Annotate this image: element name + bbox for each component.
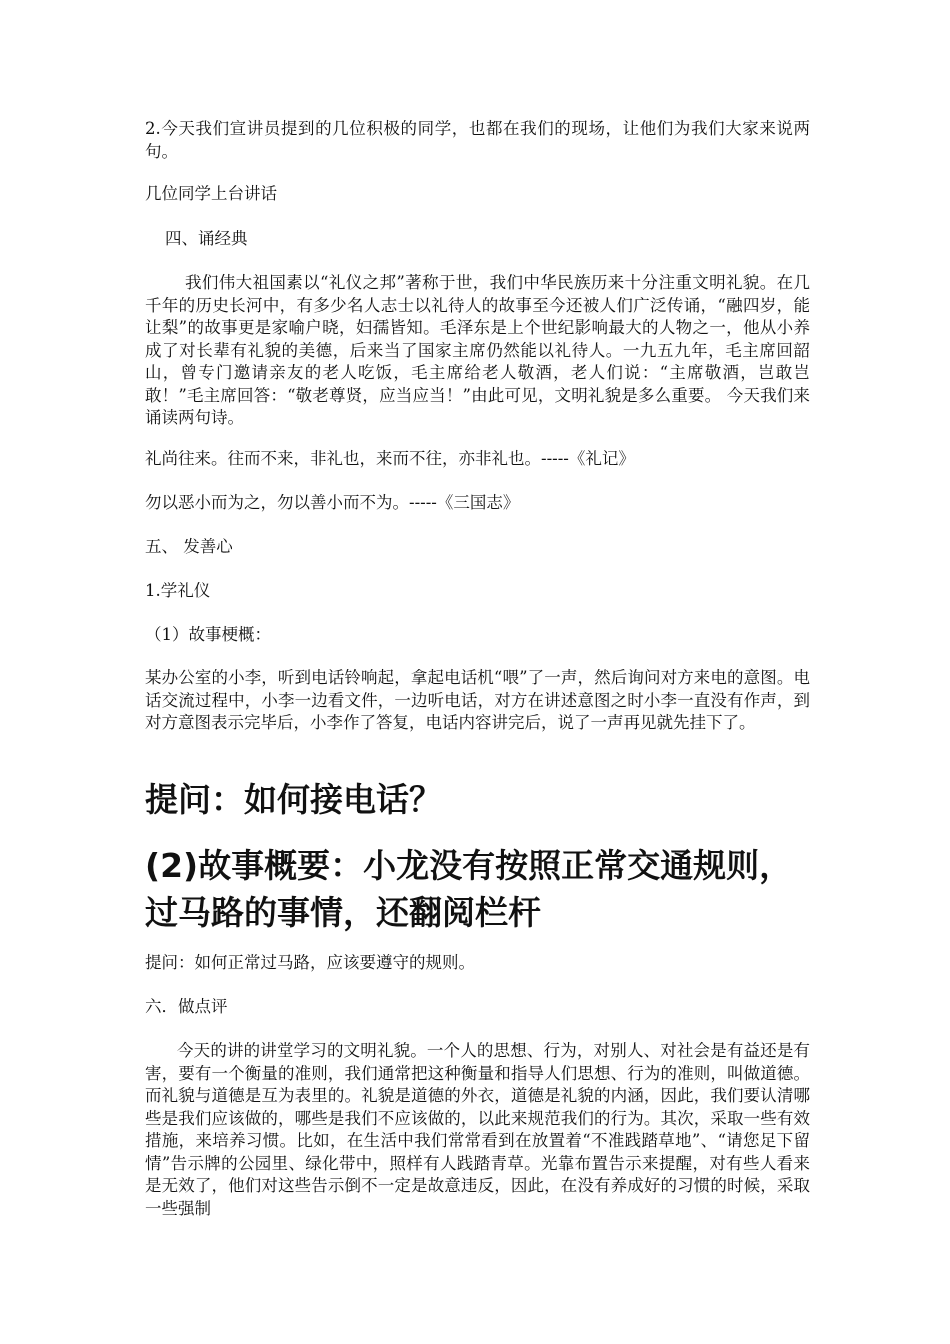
heading-question-phone: 提问：如何接电话？ [145,780,442,819]
paragraph-students-speak: 几位同学上台讲话 [145,184,277,203]
paragraph-review-body: 今天的讲的讲堂学习的文明礼貌。一个人的思想、行为，对别人、对社会是有益还是有害，要有一个衡量的准则，我们通常把这种衡量和指导人们思想、行为的准则，叫做道德。而礼貌与道德是互为表里的。礼貌是道德的外衣，道德是礼貌的内涵，因此，我们要认清哪些是我们应该做的，哪些是我们不应该做的，以此来规范我们的行为。其次，采取一些有效措施，来培养习惯。比如，在生活中我们常常看到在放置着“不准践踏草地”、“请您足下留情”告示牌的公园里、绿化带中，照样有人践踏青草。光靠布置告示来提醒，对有些人看来是无效了，他们对这些告示倒不一定是故意违反，因此，在没有养成好的习惯的时候，采取一些强制 [145,1041,810,1218]
paragraph-speakers: 2.今天我们宣讲员提到的几位积极的同学，也都在我们的现场，让他们为我们大家来说两句。 [145,119,810,161]
section-heading-classics: 四、诵经典 [165,229,248,248]
subheading-story-summary: （1）故事梗概： [145,625,271,644]
paragraph-question-crossing: 提问：如何正常过马路，应该要遵守的规则。 [145,953,475,972]
section-heading-review: 六．做点评 [145,997,228,1016]
quote-liji: 礼尚往来。往而不来，非礼也，来而不往，亦非礼也。-----《礼记》 [145,449,635,468]
quote-sanguozhi: 勿以恶小而为之，勿以善小而不为。-----《三国志》 [145,493,520,512]
paragraph-etiquette-history: 我们伟大祖国素以“礼仪之邦”著称于世，我们中华民族历来十分注重文明礼貌。在几千年的历史长河中，有多少名人志士以礼待人的故事至今还被人们广泛传诵，“融四岁，能让梨”的故事更是家喻户晓，妇孺皆知。毛泽东是上个世纪影响最大的人物之一，他从小养成了对长辈有礼貌的美德，后来当了国家主席仍然能以礼待人。一九五九年，毛主席回韶山，曾专门邀请亲友的老人吃饭，毛主席给老人敬酒，老人们说：“主席敬酒，岂敢岂敢！”毛主席回答：“敬老尊贤，应当应当！”由此可见，文明礼貌是多么重要。 今天我们来诵读两句诗。 [145,273,810,427]
section-heading-kindness: 五、 发善心 [145,537,233,556]
heading-story-traffic: (2)故事概要：小龙没有按照正常交通规则，过马路的事情，还翻阅栏杆 [145,846,793,932]
subheading-learn-etiquette: 1.学礼仪 [145,581,211,600]
paragraph-phone-story: 某办公室的小李，听到电话铃响起，拿起电话机“喂”了一声，然后询问对方来电的意图。电话交流过程中，小李一边看文件，一边听电话，对方在讲述意图之时小李一直没有作声，到对方意图表示完毕后，小李作了答复，电话内容讲完后，说了一声再见就先挂下了。 [145,668,810,732]
